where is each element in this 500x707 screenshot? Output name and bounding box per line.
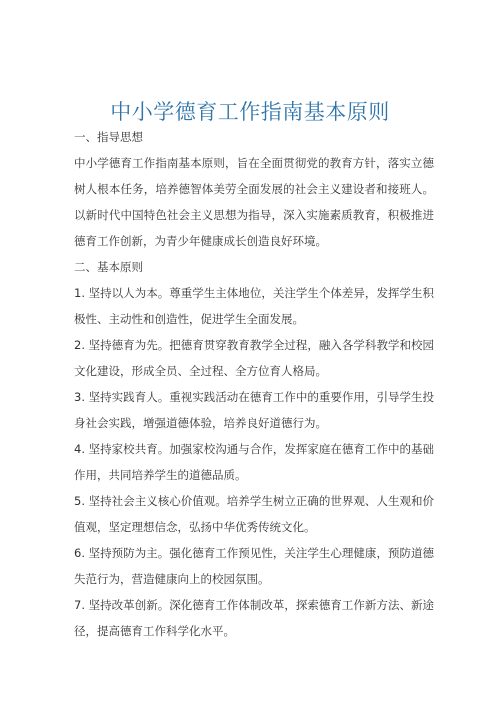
principle-item-1: 1. 坚持以人为本。尊重学生主体地位，关注学生个体差异，发挥学生积极性、主动性和创造性，促进学生全面发展。 — [74, 286, 434, 326]
section-heading-guiding-ideology: 一、指导思想 — [74, 130, 143, 144]
principle-item-7: 7. 坚持改革创新。深化德育工作体制改革，探索德育工作新方法、新途径，提高德育工作科学化水平。 — [74, 598, 434, 638]
document-title: 中小学德育工作指南基本原则 — [110, 100, 390, 125]
principle-item-6: 6. 坚持预防为主。强化德育工作预见性，关注学生心理健康，预防道德失范行为，营造健康向上的校园氛围。 — [74, 546, 434, 586]
section-paragraph-guiding-ideology: 中小学德育工作指南基本原则，旨在全面贯彻党的教育方针，落实立德树人根本任务，培养德智体美劳全面发展的社会主义建设者和接班人。以新时代中国特色社会主义思想为指导，深入实施素质教育，积极推进德育工作创新，为青少年健康成长创造良好环境。 — [74, 156, 434, 248]
principle-item-2: 2. 坚持德育为先。把德育贯穿教育教学全过程，融入各学科教学和校园文化建设，形成全员、全过程、全方位育人格局。 — [74, 338, 434, 378]
principle-item-3: 3. 坚持实践育人。重视实践活动在德育工作中的重要作用，引导学生投身社会实践，增强道德体验，培养良好道德行为。 — [74, 390, 434, 430]
principle-item-4: 4. 坚持家校共育。加强家校沟通与合作，发挥家庭在德育工作中的基础作用，共同培养学生的道德品质。 — [74, 442, 434, 482]
section-heading-basic-principles: 二、基本原则 — [74, 260, 143, 274]
principle-item-5: 5. 坚持社会主义核心价值观。培养学生树立正确的世界观、人生观和价值观，坚定理想信念，弘扬中华优秀传统文化。 — [74, 494, 434, 534]
document-body — [74, 124, 434, 644]
